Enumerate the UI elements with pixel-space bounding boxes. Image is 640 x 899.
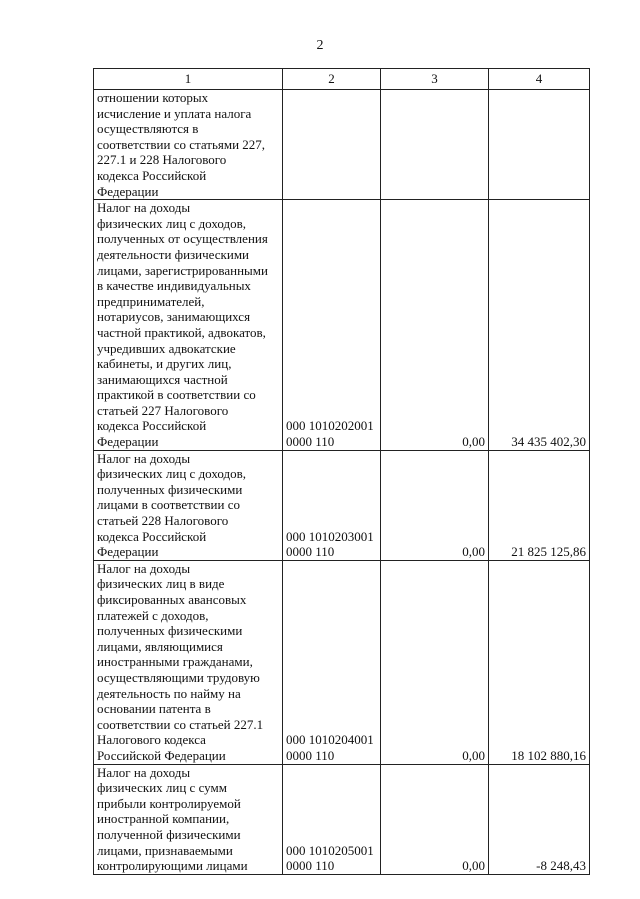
- row-col3-cell: 0,00: [381, 200, 489, 451]
- row-name-cell: Налог на доходы физических лиц в виде фиксированных авансовых платежей с доходов, полученных физическими лицами, являющимися иностранными гражданами, осуществляющими трудовую деятельность по найму на основании патента в соответствии со статьей 227.1 Налогового кодекса Российской Федерации: [94, 560, 283, 764]
- row-name-cell: Налог на доходы физических лиц с доходов, полученных физическими лицами в соответствии со статьей 228 Налогового кодекса Российской Федерации: [94, 450, 283, 560]
- table-row: [94, 764, 590, 874]
- column-header-3: 3: [381, 69, 489, 90]
- row-code-cell: 000 1010203001 0000 110: [283, 450, 381, 560]
- row-code-cell: 000 1010204001 0000 110: [283, 560, 381, 764]
- revenue-table: [93, 68, 590, 875]
- row-col4-cell: 34 435 402,30: [489, 200, 590, 451]
- column-header-2: 2: [283, 69, 381, 90]
- row-name-cell: Налог на доходы физических лиц с доходов, полученных от осуществления деятельности физическими лицами, зарегистрированными в качестве индивидуальных предпринимателей, нотариусов, занимающихся частной практикой, адвокатов, учредивших адвокатские кабинеты, и других лиц, занимающихся частной практикой в соответствии со статьей 227 Налогового кодекса Российской Федерации: [94, 200, 283, 451]
- table-row: [94, 200, 590, 451]
- row-code-cell: [283, 90, 381, 200]
- row-name-cell: отношении которых исчисление и уплата налога осуществляются в соответствии со статьями 227, 227.1 и 228 Налогового кодекса Российской Федерации: [94, 90, 283, 200]
- column-header-1: 1: [94, 69, 283, 90]
- row-col3-cell: 0,00: [381, 450, 489, 560]
- column-header-4: 4: [489, 69, 590, 90]
- page-number: 2: [316, 38, 324, 53]
- row-col4-cell: 21 825 125,86: [489, 450, 590, 560]
- row-col4-cell: -8 248,43: [489, 764, 590, 874]
- row-col4-cell: [489, 90, 590, 200]
- table-row: [94, 90, 590, 200]
- table-row: [94, 560, 590, 764]
- row-code-cell: 000 1010202001 0000 110: [283, 200, 381, 451]
- row-col3-cell: 0,00: [381, 764, 489, 874]
- row-col4-cell: 18 102 880,16: [489, 560, 590, 764]
- row-code-cell: 000 1010205001 0000 110: [283, 764, 381, 874]
- row-name-cell: Налог на доходы физических лиц с сумм прибыли контролируемой иностранной компании, полученной физическими лицами, признаваемыми контролирующими лицами: [94, 764, 283, 874]
- table-row: [94, 450, 590, 560]
- table-header-row: [94, 69, 590, 90]
- row-col3-cell: [381, 90, 489, 200]
- row-col3-cell: 0,00: [381, 560, 489, 764]
